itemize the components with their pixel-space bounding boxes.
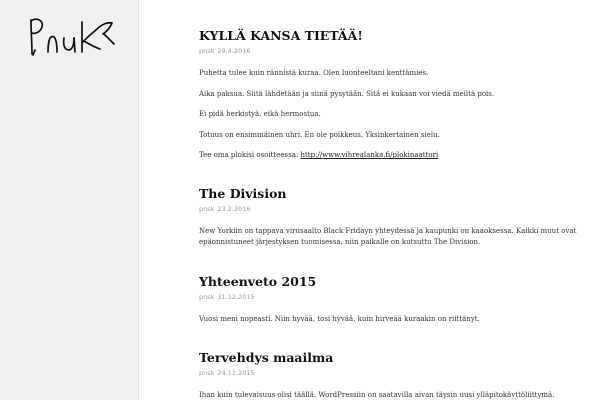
plokinaattori-link[interactable]: http://www.vihrealanka.fi/plokinaattori bbox=[300, 151, 439, 159]
site-logo[interactable] bbox=[24, 14, 116, 60]
sidebar bbox=[0, 0, 139, 400]
post bbox=[199, 28, 579, 161]
post-meta bbox=[199, 293, 579, 301]
post-paragraph: Totuus on ensimmäinen uhri. En ole poikkeus. Yksinkertainen sielu. bbox=[199, 130, 440, 139]
post-date[interactable]: 23.2.2016 bbox=[217, 205, 251, 213]
post-author[interactable]: pnsk bbox=[199, 369, 215, 377]
post-body bbox=[199, 390, 579, 400]
post-title-link[interactable]: KYLLÄ KANSA TIETÄÄ! bbox=[199, 28, 363, 43]
post-paragraph-with-link bbox=[199, 150, 579, 161]
post-author[interactable]: pnsk bbox=[199, 47, 215, 55]
logo-signature-icon bbox=[24, 14, 116, 60]
post bbox=[199, 186, 579, 247]
post-date[interactable]: 31.12.2015 bbox=[217, 293, 255, 301]
post-author[interactable]: pnsk bbox=[199, 293, 215, 301]
main-content bbox=[139, 0, 600, 400]
post-meta bbox=[199, 205, 579, 213]
post-title-link[interactable]: The Division bbox=[199, 186, 287, 201]
post-body bbox=[199, 314, 579, 325]
post-meta bbox=[199, 47, 579, 55]
post bbox=[199, 274, 579, 325]
post-title bbox=[199, 350, 579, 365]
post-author[interactable]: pnsk bbox=[199, 205, 215, 213]
post-body bbox=[199, 68, 579, 161]
post-paragraph: New Yorkiin on tappava virusaalto Black Fridayn yhteydessä ja kaupunki on kaaoksessa. Kaikki muut ovat epäonnistuneet järjestyksen tuomisessa, niin paikalle on kutsuttu The Division. bbox=[199, 227, 577, 246]
post-title bbox=[199, 274, 579, 289]
post-body bbox=[199, 226, 579, 247]
post-date[interactable]: 29.4.2016 bbox=[217, 47, 251, 55]
post-paragraph: Aika paksua. Siitä lähdetään ja siinä pysytään. Sitä ei kukaan voi viedä meiltä pois. bbox=[199, 89, 495, 98]
post-title bbox=[199, 28, 579, 43]
post bbox=[199, 350, 579, 400]
post-paragraph: Ei pidä herkistyä, eikä hermostua. bbox=[199, 110, 321, 118]
post-meta bbox=[199, 369, 579, 377]
post-title-link[interactable]: Tervehdys maailma bbox=[199, 350, 334, 365]
post-paragraph: Ihan kuin tulevaisuus olisi täällä. WordPressiin on saatavilla aivan täysin uusi ylläpitokäyttöliittymä. bbox=[199, 391, 555, 399]
post-paragraph: Vuosi meni nopeasti. Niin hyvää, tosi hyvää, kuin hirveää kuraakin on riittänyt. bbox=[199, 315, 480, 323]
post-paragraph: Puhetta tulee kuin rännistä kuraa. Olen luonteeltani kenttämies. bbox=[199, 69, 429, 77]
post-title-link[interactable]: Yhteenveto 2015 bbox=[199, 274, 317, 289]
link-prefix: Tee oma plokisi osoitteessa: bbox=[199, 151, 301, 159]
post-title bbox=[199, 186, 579, 201]
post-date[interactable]: 24.11.2015 bbox=[217, 369, 255, 377]
